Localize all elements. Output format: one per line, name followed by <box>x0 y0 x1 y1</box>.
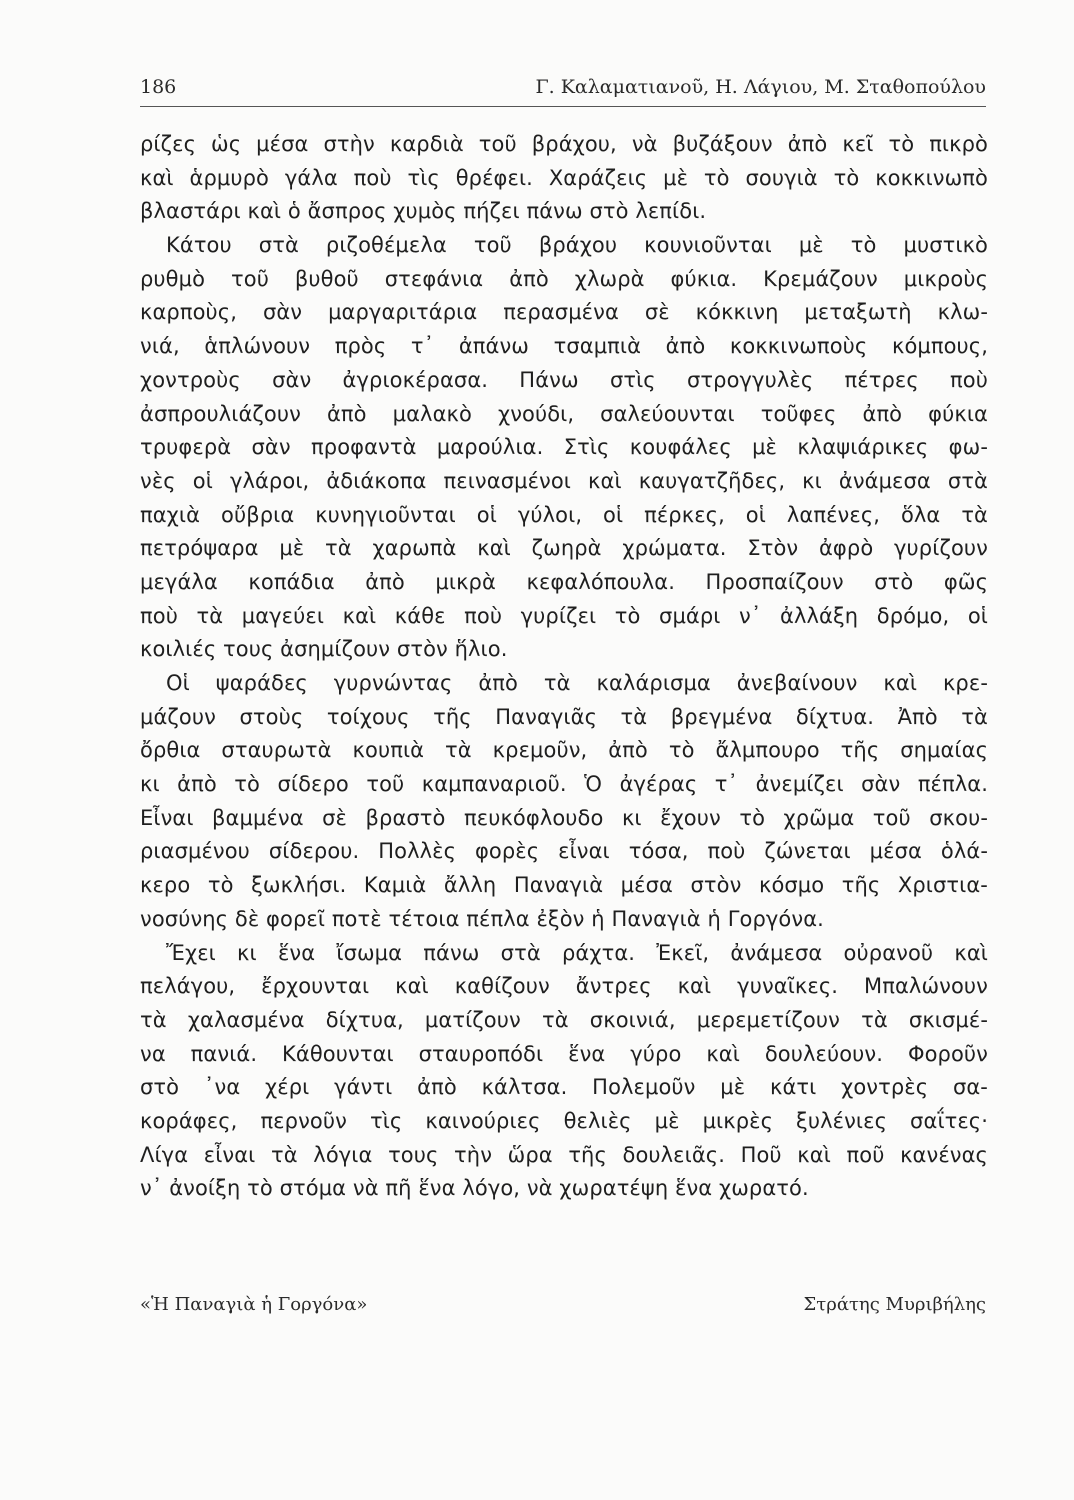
text-line: Οἱ ψαράδες γυρνώντας ἀπὸ τὰ καλάρισμα ἀνεβαίνουν καὶ κρε- <box>166 671 988 695</box>
text-line: ποὺ τὰ μαγεύει καὶ κάθε ποὺ γυρίζει τὸ σμάρι ν᾽ ἀλλάξη δρόμο, οἱ <box>140 603 988 628</box>
text-line: κι ἀπὸ τὸ σίδερο τοῦ καμπαναριοῦ. Ὁ ἀγέρας τ᾽ ἀνεμίζει σὰν πέπλα. <box>140 772 988 797</box>
header-rule <box>140 106 986 107</box>
text-line: Κάτου στὰ ριζοθέμελα τοῦ βράχου κουνιοῦνται μὲ τὸ μυστικὸ <box>166 233 988 258</box>
body-text <box>140 128 988 1206</box>
text-line: κοιλιές τους ἀσημίζουν στὸν ἥλιο. <box>140 637 508 662</box>
text-line: χοντροὺς σὰν ἀγριοκέρασα. Πάνω στὶς στρογγυλὲς πέτρες ποὺ <box>140 367 988 392</box>
text-line: τρυφερὰ σὰν προφαντὰ μαρούλια. Στὶς κουφάλες μὲ κλαψιάρικες φω- <box>140 435 988 460</box>
page-header <box>140 76 986 104</box>
text-line: να πανιά. Κάθουνται σταυροπόδι ἕνα γύρο καὶ δουλεύουν. Φοροῦν <box>140 1041 988 1066</box>
text-line: ἀσπρουλιάζουν ἀπὸ μαλακὸ χνούδι, σαλεύουνται τοῦφες ἀπὸ φύκια <box>140 401 988 426</box>
page-number: 186 <box>140 76 177 98</box>
source-author: Στράτης Μυριβήλης <box>803 1294 986 1315</box>
text-line: βλαστάρι καὶ ὁ ἄσπρος χυμὸς πήζει πάνω στὸ λεπίδι. <box>140 199 707 224</box>
text-line: νιά, ἁπλώνουν πρὸς τ᾽ ἀπάνω τσαμπιὰ ἀπὸ κοκκινωποὺς κόμπους, <box>140 334 988 359</box>
text-line: νὲς οἱ γλάροι, ἀδιάκοπα πεινασμένοι καὶ καυγατζῆδες, κι ἀνάμεσα στὰ <box>140 468 988 493</box>
text-line: μάζουν στοὺς τοίχους τῆς Παναγιᾶς τὰ βρεγμένα δίχτυα. Ἀπὸ τὰ <box>140 704 988 729</box>
text-line: κερο τὸ ξωκλήσι. Καμιὰ ἄλλη Παναγιὰ μέσα στὸν κόσμο τῆς Χριστια- <box>140 873 988 898</box>
text-line: ριασμένου σίδερου. Πολλὲς φορὲς εἶναι τόσα, ποὺ ζώνεται μέσα ὁλά- <box>140 839 988 864</box>
text-line: Λίγα εἶναι τὰ λόγια τους τὴν ὥρα τῆς δουλειᾶς. Ποῦ καὶ ποῦ κανένας <box>140 1142 988 1167</box>
running-head: Γ. Καλαματιανοῦ, Η. Λάγιου, Μ. Σταθοπούλου <box>535 76 986 98</box>
text-line: ν᾽ ἀνοίξη τὸ στόμα νὰ πῆ ἕνα λόγο, νὰ χωρατέψη ἕνα χωρατό. <box>140 1176 809 1201</box>
text-line: καὶ ἁρμυρὸ γάλα ποὺ τὶς θρέφει. Χαράζεις μὲ τὸ σουγιὰ τὸ κοκκινωπὸ <box>140 165 988 190</box>
text-line: τὰ χαλασμένα δίχτυα, ματίζουν τὰ σκοινιά, μερεμετίζουν τὰ σκισμέ- <box>140 1007 988 1032</box>
text-line: μεγάλα κοπάδια ἀπὸ μικρὰ κεφαλόπουλα. Προσπαίζουν στὸ φῶς <box>140 569 988 594</box>
text-line: παχιὰ οὔβρια κυνηγιοῦνται οἱ γύλοι, οἱ πέρκες, οἱ λαπένες, ὅλα τὰ <box>140 502 988 527</box>
text-line: ὄρθια σταυρωτὰ κουπιὰ τὰ κρεμοῦν, ἀπὸ τὸ ἄλμπουρο τῆς σημαίας <box>140 738 988 763</box>
text-line: ρυθμὸ τοῦ βυθοῦ στεφάνια ἀπὸ χλωρὰ φύκια. Κρεμάζουν μικροὺς <box>140 266 988 291</box>
source-title: «Ἡ Παναγιὰ ἡ Γοργόνα» <box>140 1294 368 1315</box>
text-line: στὸ ᾽να χέρι γάντι ἀπὸ κάλτσα. Πολεμοῦν μὲ κάτι χοντρὲς σα- <box>140 1075 988 1100</box>
text-line: πετρόψαρα μὲ τὰ χαρωπὰ καὶ ζωηρὰ χρώματα. Στὸν ἀφρὸ γυρίζουν <box>140 536 988 561</box>
text-line: νοσύνης δὲ φορεῖ ποτὲ τέτοια πέπλα ἐξὸν ἡ Παναγιὰ ἡ Γοργόνα. <box>140 906 824 931</box>
citation-footer <box>140 1294 986 1324</box>
text-line: κοράφες, περνοῦν τὶς καινούριες θελιὲς μὲ μικρὲς ξυλένιες σαΐτες· <box>140 1108 988 1133</box>
text-line: Εἶναι βαμμένα σὲ βραστὸ πευκόφλουδο κι ἔχουν τὸ χρῶμα τοῦ σκου- <box>140 805 988 830</box>
text-line: καρποὺς, σὰν μαργαριτάρια περασμένα σὲ κόκκινη μεταξωτὴ κλω- <box>140 300 988 325</box>
text-line: Ἔχει κι ἕνα ἴσωμα πάνω στὰ ράχτα. Ἐκεῖ, ἀνάμεσα οὐρανοῦ καὶ <box>166 940 988 965</box>
text-line: ρίζες ὡς μέσα στὴν καρδιὰ τοῦ βράχου, νὰ βυζάξουν ἀπὸ κεῖ τὸ πικρὸ <box>140 132 988 156</box>
text-line: πελάγου, ἔρχουνται καὶ καθίζουν ἄντρες καὶ γυναῖκες. Μπαλώνουν <box>140 974 988 999</box>
